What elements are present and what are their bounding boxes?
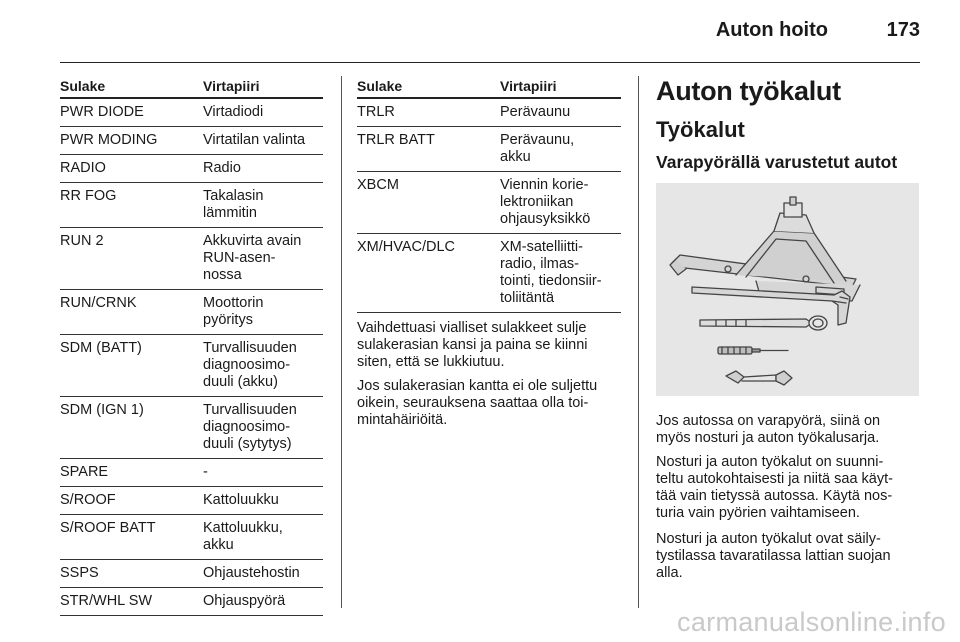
fuse-cell: SPARE: [60, 464, 109, 480]
table-row: [357, 127, 621, 172]
header-fuse: Sulake: [60, 78, 106, 94]
table-row: [60, 183, 323, 228]
fuse-cell: SDM (IGN 1): [60, 402, 144, 418]
chapter-heading: Auton työkalut: [656, 76, 841, 106]
fuse-cell: S/ROOF: [60, 492, 116, 508]
jack-and-tools-illustration: [656, 183, 919, 396]
header-circuit: Virtapiiri: [500, 78, 557, 94]
fuse-warning-paragraph: Jos sulakerasian kantta ei ole suljettu oikein, seurauksena saattaa olla toi- mintahäiriöitä.: [357, 378, 598, 428]
circuit-cell: Viennin korie- lektroniikan ohjausyksikkö: [500, 177, 591, 227]
table-header: [357, 78, 621, 99]
section-title: Auton hoito: [715, 19, 828, 41]
fuse-cell: SSPS: [60, 565, 99, 581]
table-row: [60, 99, 323, 127]
circuit-cell: Turvallisuuden diagnoosimo- duuli (akku): [203, 340, 297, 390]
column-divider-2: [638, 76, 639, 608]
header-fuse: Sulake: [357, 78, 403, 94]
circuit-cell: Perävaunu, akku: [500, 132, 575, 165]
circuit-cell: Kattoluukku: [203, 492, 279, 508]
table-row: [60, 335, 323, 397]
table-row: [60, 588, 323, 616]
fuse-cell: RUN/CRNK: [60, 295, 137, 311]
circuit-cell: Moottorin pyöritys: [203, 295, 264, 328]
tools-paragraph-1: Jos autossa on varapyörä, siinä on myös nosturi ja auton työkalusarja.: [656, 413, 881, 446]
table-row: [60, 560, 323, 588]
jack-tools-icon: [656, 183, 919, 396]
table-row: [60, 459, 323, 487]
fuse-cell: RUN 2: [60, 233, 104, 249]
circuit-cell: Perävaunu: [500, 104, 571, 120]
fuse-cell: STR/WHL SW: [60, 593, 153, 609]
watermark: carmanualsonline.info: [677, 607, 946, 637]
fuse-cell: XM/HVAC/DLC: [357, 239, 456, 255]
section-heading: Työkalut: [656, 117, 745, 142]
fuse-table-right: [357, 78, 621, 313]
table-row: [357, 172, 621, 234]
circuit-cell: Radio: [203, 160, 241, 176]
fuse-cell: TRLR: [357, 104, 395, 120]
table-header: [60, 78, 323, 99]
fuse-cell: XBCM: [357, 177, 399, 193]
circuit-cell: Virtatilan valinta: [203, 132, 306, 148]
subsection-heading: Varapyörällä varustetut autot: [656, 152, 898, 172]
fuse-table-left: [60, 78, 323, 616]
circuit-cell: Takalasin lämmitin: [203, 188, 264, 221]
fuse-cell: TRLR BATT: [357, 132, 435, 148]
fuse-cell: SDM (BATT): [60, 340, 142, 356]
circuit-cell: XM-satelliitti- radio, ilmas- tointi, tiedonsiir- toliitäntä: [500, 239, 602, 306]
circuit-cell: Turvallisuuden diagnoosimo- duuli (sytytys): [203, 402, 297, 452]
table-row: [357, 99, 621, 127]
table-row: [60, 127, 323, 155]
page-header: [60, 0, 920, 63]
circuit-cell: Virtadiodi: [203, 104, 264, 120]
fuse-cell: PWR DIODE: [60, 104, 144, 120]
table-row: [60, 228, 323, 290]
fuse-cell: PWR MODING: [60, 132, 158, 148]
table-row: [357, 234, 621, 313]
table-row: [60, 487, 323, 515]
fuse-cell: RR FOG: [60, 188, 117, 204]
circuit-cell: Kattoluukku, akku: [203, 520, 283, 553]
tools-paragraph-3: Nosturi ja auton työkalut ovat säily- tystilassa tavaratilassa lattian suojan alla.: [656, 531, 891, 581]
header-circuit: Virtapiiri: [203, 78, 260, 94]
circuit-cell: Akkuvirta avain RUN-asen- nossa: [203, 233, 302, 283]
column-divider-1: [341, 76, 342, 608]
table-row: [60, 155, 323, 183]
table-row: [60, 515, 323, 560]
fuse-cell: RADIO: [60, 160, 106, 176]
table-row: [60, 397, 323, 459]
fuse-cell: S/ROOF BATT: [60, 520, 156, 536]
circuit-cell: Ohjauspyörä: [203, 593, 286, 609]
circuit-cell: -: [203, 464, 208, 480]
tools-paragraph-2: Nosturi ja auton työkalut on suunni- teltu autokohtaisesti ja niitä saa käyt- tää vain tietyssä autossa. Käytä nos- turia vain pyörien vaihtamiseen.: [656, 454, 893, 521]
circuit-cell: Ohjaustehostin: [203, 565, 300, 581]
page-number: 173: [886, 19, 920, 41]
table-row: [60, 290, 323, 335]
fuse-close-paragraph: Vaihdettuasi vialliset sulakkeet sulje sulakerasian kansi ja paina se kiinni siten, että se lukkiutuu.: [357, 320, 588, 370]
